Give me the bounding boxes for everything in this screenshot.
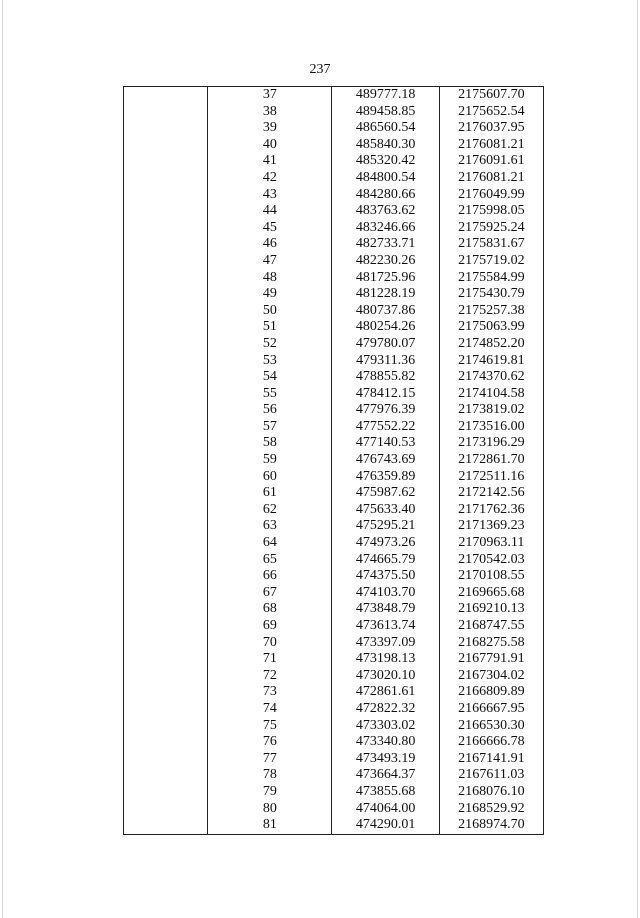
blank-cell xyxy=(124,635,208,652)
blank-cell xyxy=(124,153,208,170)
y-coordinate-cell: 2172142.56 xyxy=(439,485,543,502)
table-row xyxy=(124,734,544,751)
blank-cell xyxy=(124,535,208,552)
table-row xyxy=(124,751,544,768)
y-coordinate-cell: 2174104.58 xyxy=(439,386,543,403)
x-coordinate-cell: 474064.00 xyxy=(332,801,439,818)
point-number-cell: 60 xyxy=(208,469,332,486)
blank-cell xyxy=(124,601,208,618)
x-coordinate-cell: 483763.62 xyxy=(332,203,439,220)
point-number-cell: 50 xyxy=(208,303,332,320)
blank-cell xyxy=(124,485,208,502)
y-coordinate-cell: 2166666.78 xyxy=(439,734,543,751)
blank-cell xyxy=(124,386,208,403)
blank-cell xyxy=(124,502,208,519)
table-row xyxy=(124,137,544,154)
x-coordinate-cell: 474973.26 xyxy=(332,535,439,552)
blank-cell xyxy=(124,767,208,784)
blank-cell xyxy=(124,718,208,735)
table-row xyxy=(124,87,544,104)
y-coordinate-cell: 2175584.99 xyxy=(439,270,543,287)
blank-cell xyxy=(124,87,208,104)
x-coordinate-cell: 479780.07 xyxy=(332,336,439,353)
y-coordinate-cell: 2175257.38 xyxy=(439,303,543,320)
table-row xyxy=(124,402,544,419)
blank-cell xyxy=(124,651,208,668)
table-row xyxy=(124,270,544,287)
point-number-cell: 68 xyxy=(208,601,332,618)
blank-cell xyxy=(124,435,208,452)
y-coordinate-cell: 2175925.24 xyxy=(439,220,543,237)
blank-cell xyxy=(124,801,208,818)
point-number-cell: 74 xyxy=(208,701,332,718)
blank-cell xyxy=(124,469,208,486)
x-coordinate-cell: 479311.36 xyxy=(332,353,439,370)
table-row xyxy=(124,419,544,436)
table-row xyxy=(124,817,544,834)
table-row xyxy=(124,502,544,519)
x-coordinate-cell: 480737.86 xyxy=(332,303,439,320)
x-coordinate-cell: 473848.79 xyxy=(332,601,439,618)
blank-cell xyxy=(124,668,208,685)
point-number-cell: 64 xyxy=(208,535,332,552)
point-number-cell: 78 xyxy=(208,767,332,784)
point-number-cell: 46 xyxy=(208,236,332,253)
x-coordinate-cell: 489777.18 xyxy=(332,87,439,104)
point-number-cell: 69 xyxy=(208,618,332,635)
table-row xyxy=(124,120,544,137)
y-coordinate-cell: 2176037.95 xyxy=(439,120,543,137)
table-row xyxy=(124,518,544,535)
blank-cell xyxy=(124,319,208,336)
blank-cell xyxy=(124,452,208,469)
table-row xyxy=(124,801,544,818)
table-row xyxy=(124,319,544,336)
table-row xyxy=(124,767,544,784)
table-row xyxy=(124,435,544,452)
x-coordinate-cell: 481725.96 xyxy=(332,270,439,287)
table-row xyxy=(124,353,544,370)
point-number-cell: 49 xyxy=(208,286,332,303)
y-coordinate-cell: 2175063.99 xyxy=(439,319,543,336)
x-coordinate-cell: 486560.54 xyxy=(332,120,439,137)
table-row xyxy=(124,336,544,353)
x-coordinate-cell: 482733.71 xyxy=(332,236,439,253)
x-coordinate-cell: 473397.09 xyxy=(332,635,439,652)
blank-cell xyxy=(124,187,208,204)
x-coordinate-cell: 489458.85 xyxy=(332,104,439,121)
table-row xyxy=(124,701,544,718)
coordinates-table-body xyxy=(124,87,544,835)
blank-cell xyxy=(124,104,208,121)
point-number-cell: 61 xyxy=(208,485,332,502)
blank-cell xyxy=(124,253,208,270)
y-coordinate-cell: 2172861.70 xyxy=(439,452,543,469)
y-coordinate-cell: 2167304.02 xyxy=(439,668,543,685)
x-coordinate-cell: 474290.01 xyxy=(332,817,439,834)
point-number-cell: 57 xyxy=(208,419,332,436)
y-coordinate-cell: 2167611.03 xyxy=(439,767,543,784)
point-number-cell: 79 xyxy=(208,784,332,801)
y-coordinate-cell: 2170963.11 xyxy=(439,535,543,552)
table-row xyxy=(124,286,544,303)
blank-cell xyxy=(124,751,208,768)
x-coordinate-cell: 474103.70 xyxy=(332,585,439,602)
y-coordinate-cell: 2168974.70 xyxy=(439,817,543,834)
x-coordinate-cell: 473855.68 xyxy=(332,784,439,801)
y-coordinate-cell: 2171369.23 xyxy=(439,518,543,535)
table-row xyxy=(124,170,544,187)
table-row xyxy=(124,104,544,121)
y-coordinate-cell: 2175430.79 xyxy=(439,286,543,303)
y-coordinate-cell: 2176081.21 xyxy=(439,170,543,187)
blank-cell xyxy=(124,203,208,220)
table-row xyxy=(124,203,544,220)
blank-cell xyxy=(124,518,208,535)
point-number-cell: 53 xyxy=(208,353,332,370)
point-number-cell: 63 xyxy=(208,518,332,535)
point-number-cell: 54 xyxy=(208,369,332,386)
point-number-cell: 67 xyxy=(208,585,332,602)
point-number-cell: 44 xyxy=(208,203,332,220)
blank-cell xyxy=(124,336,208,353)
table-row xyxy=(124,153,544,170)
point-number-cell: 76 xyxy=(208,734,332,751)
table-row xyxy=(124,585,544,602)
table-row xyxy=(124,535,544,552)
x-coordinate-cell: 482230.26 xyxy=(332,253,439,270)
y-coordinate-cell: 2170108.55 xyxy=(439,568,543,585)
y-coordinate-cell: 2168747.55 xyxy=(439,618,543,635)
point-number-cell: 80 xyxy=(208,801,332,818)
x-coordinate-cell: 485840.30 xyxy=(332,137,439,154)
blank-cell xyxy=(124,568,208,585)
y-coordinate-cell: 2171762.36 xyxy=(439,502,543,519)
coordinates-table xyxy=(123,86,544,835)
x-coordinate-cell: 477140.53 xyxy=(332,435,439,452)
blank-cell xyxy=(124,286,208,303)
y-coordinate-cell: 2174619.81 xyxy=(439,353,543,370)
x-coordinate-cell: 476359.89 xyxy=(332,469,439,486)
blank-cell xyxy=(124,137,208,154)
y-coordinate-cell: 2166667.95 xyxy=(439,701,543,718)
table-row xyxy=(124,618,544,635)
y-coordinate-cell: 2169665.68 xyxy=(439,585,543,602)
x-coordinate-cell: 478412.15 xyxy=(332,386,439,403)
table-row xyxy=(124,187,544,204)
x-coordinate-cell: 473303.02 xyxy=(332,718,439,735)
x-coordinate-cell: 484280.66 xyxy=(332,187,439,204)
blank-cell xyxy=(124,552,208,569)
y-coordinate-cell: 2168275.58 xyxy=(439,635,543,652)
blank-cell xyxy=(124,220,208,237)
x-coordinate-cell: 473664.37 xyxy=(332,767,439,784)
point-number-cell: 38 xyxy=(208,104,332,121)
page-edge-right xyxy=(637,0,638,918)
point-number-cell: 45 xyxy=(208,220,332,237)
page-number: 237 xyxy=(309,62,331,77)
y-coordinate-cell: 2175998.05 xyxy=(439,203,543,220)
x-coordinate-cell: 485320.42 xyxy=(332,153,439,170)
table-row xyxy=(124,668,544,685)
x-coordinate-cell: 475987.62 xyxy=(332,485,439,502)
y-coordinate-cell: 2167791.91 xyxy=(439,651,543,668)
point-number-cell: 56 xyxy=(208,402,332,419)
x-coordinate-cell: 472861.61 xyxy=(332,684,439,701)
blank-cell xyxy=(124,303,208,320)
point-number-cell: 59 xyxy=(208,452,332,469)
y-coordinate-cell: 2173516.00 xyxy=(439,419,543,436)
point-number-cell: 37 xyxy=(208,87,332,104)
page-edge-left xyxy=(2,0,3,918)
blank-cell xyxy=(124,402,208,419)
y-coordinate-cell: 2176049.99 xyxy=(439,187,543,204)
y-coordinate-cell: 2175607.70 xyxy=(439,87,543,104)
point-number-cell: 43 xyxy=(208,187,332,204)
x-coordinate-cell: 475295.21 xyxy=(332,518,439,535)
table-row xyxy=(124,718,544,735)
table-row xyxy=(124,568,544,585)
table-row xyxy=(124,784,544,801)
y-coordinate-cell: 2176091.61 xyxy=(439,153,543,170)
point-number-cell: 55 xyxy=(208,386,332,403)
point-number-cell: 41 xyxy=(208,153,332,170)
y-coordinate-cell: 2174370.62 xyxy=(439,369,543,386)
x-coordinate-cell: 480254.26 xyxy=(332,319,439,336)
y-coordinate-cell: 2167141.91 xyxy=(439,751,543,768)
x-coordinate-cell: 473198.13 xyxy=(332,651,439,668)
x-coordinate-cell: 484800.54 xyxy=(332,170,439,187)
blank-cell xyxy=(124,817,208,834)
y-coordinate-cell: 2170542.03 xyxy=(439,552,543,569)
point-number-cell: 66 xyxy=(208,568,332,585)
point-number-cell: 51 xyxy=(208,319,332,336)
table-row xyxy=(124,601,544,618)
table-row xyxy=(124,635,544,652)
table-row xyxy=(124,236,544,253)
point-number-cell: 62 xyxy=(208,502,332,519)
point-number-cell: 73 xyxy=(208,684,332,701)
x-coordinate-cell: 474665.79 xyxy=(332,552,439,569)
blank-cell xyxy=(124,120,208,137)
point-number-cell: 72 xyxy=(208,668,332,685)
table-row xyxy=(124,485,544,502)
point-number-cell: 65 xyxy=(208,552,332,569)
table-row xyxy=(124,552,544,569)
x-coordinate-cell: 473340.80 xyxy=(332,734,439,751)
blank-cell xyxy=(124,419,208,436)
point-number-cell: 42 xyxy=(208,170,332,187)
y-coordinate-cell: 2175652.54 xyxy=(439,104,543,121)
point-number-cell: 47 xyxy=(208,253,332,270)
blank-cell xyxy=(124,701,208,718)
table-row xyxy=(124,684,544,701)
table-row xyxy=(124,369,544,386)
x-coordinate-cell: 474375.50 xyxy=(332,568,439,585)
x-coordinate-cell: 473613.74 xyxy=(332,618,439,635)
y-coordinate-cell: 2169210.13 xyxy=(439,601,543,618)
y-coordinate-cell: 2173196.29 xyxy=(439,435,543,452)
point-number-cell: 75 xyxy=(208,718,332,735)
x-coordinate-cell: 483246.66 xyxy=(332,220,439,237)
y-coordinate-cell: 2175831.67 xyxy=(439,236,543,253)
x-coordinate-cell: 478855.82 xyxy=(332,369,439,386)
y-coordinate-cell: 2168529.92 xyxy=(439,801,543,818)
point-number-cell: 52 xyxy=(208,336,332,353)
table-row xyxy=(124,303,544,320)
table-row xyxy=(124,220,544,237)
x-coordinate-cell: 475633.40 xyxy=(332,502,439,519)
x-coordinate-cell: 481228.19 xyxy=(332,286,439,303)
point-number-cell: 70 xyxy=(208,635,332,652)
y-coordinate-cell: 2175719.02 xyxy=(439,253,543,270)
x-coordinate-cell: 476743.69 xyxy=(332,452,439,469)
table-row xyxy=(124,469,544,486)
x-coordinate-cell: 477552.22 xyxy=(332,419,439,436)
blank-cell xyxy=(124,585,208,602)
blank-cell xyxy=(124,784,208,801)
table-row xyxy=(124,253,544,270)
point-number-cell: 58 xyxy=(208,435,332,452)
blank-cell xyxy=(124,236,208,253)
y-coordinate-cell: 2168076.10 xyxy=(439,784,543,801)
blank-cell xyxy=(124,353,208,370)
y-coordinate-cell: 2173819.02 xyxy=(439,402,543,419)
point-number-cell: 39 xyxy=(208,120,332,137)
point-number-cell: 77 xyxy=(208,751,332,768)
blank-cell xyxy=(124,270,208,287)
x-coordinate-cell: 472822.32 xyxy=(332,701,439,718)
table-row xyxy=(124,386,544,403)
point-number-cell: 40 xyxy=(208,137,332,154)
point-number-cell: 48 xyxy=(208,270,332,287)
x-coordinate-cell: 473493.19 xyxy=(332,751,439,768)
x-coordinate-cell: 473020.10 xyxy=(332,668,439,685)
table-row xyxy=(124,651,544,668)
point-number-cell: 81 xyxy=(208,817,332,834)
blank-cell xyxy=(124,618,208,635)
point-number-cell: 71 xyxy=(208,651,332,668)
y-coordinate-cell: 2174852.20 xyxy=(439,336,543,353)
blank-cell xyxy=(124,170,208,187)
y-coordinate-cell: 2176081.21 xyxy=(439,137,543,154)
x-coordinate-cell: 477976.39 xyxy=(332,402,439,419)
blank-cell xyxy=(124,734,208,751)
y-coordinate-cell: 2166809.89 xyxy=(439,684,543,701)
table-row xyxy=(124,452,544,469)
blank-cell xyxy=(124,684,208,701)
y-coordinate-cell: 2172511.16 xyxy=(439,469,543,486)
y-coordinate-cell: 2166530.30 xyxy=(439,718,543,735)
blank-cell xyxy=(124,369,208,386)
